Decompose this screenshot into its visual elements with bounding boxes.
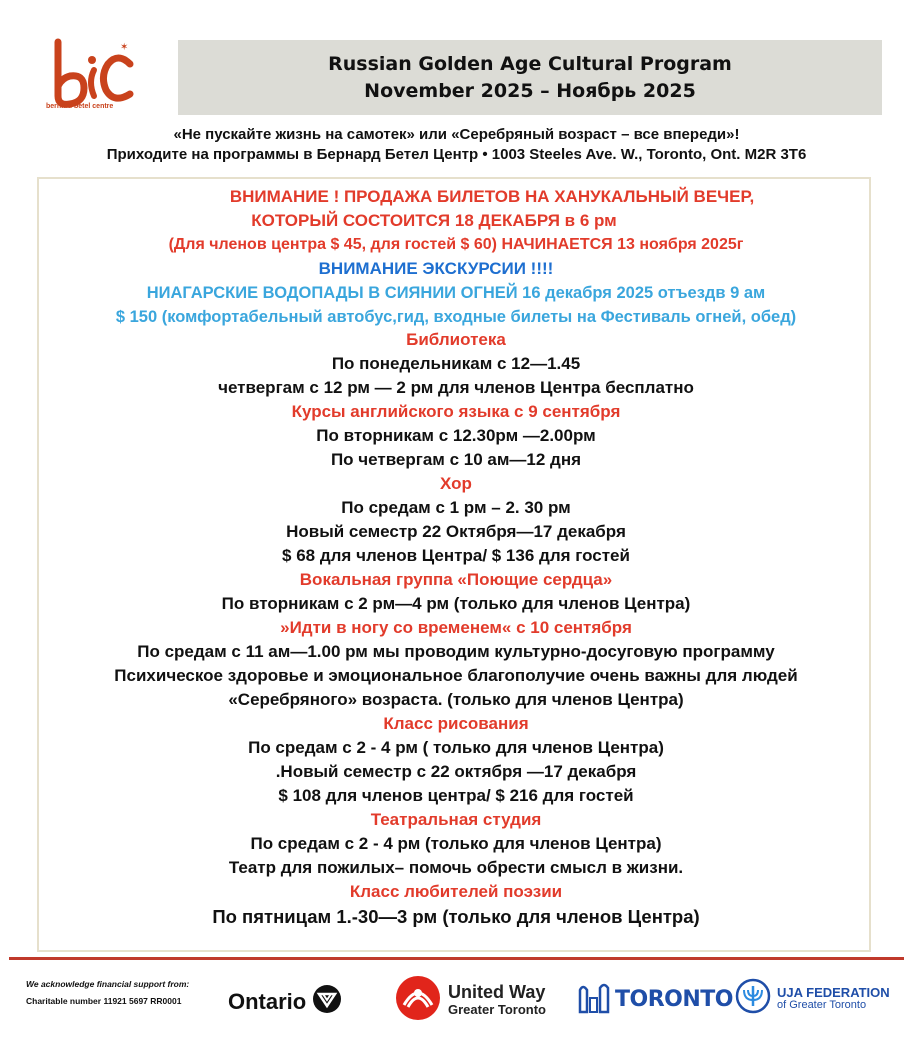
- logo-caption: bernard betel centre: [46, 103, 114, 110]
- excursion-line: НИАГАРСКИЕ ВОДОПАДЫ В СИЯНИИ ОГНЕЙ 16 декабря 2025 отъездв 9 ам: [146, 284, 766, 302]
- schedule-line: По вторникам с 12.30рм —2.00рм: [316, 426, 596, 445]
- section-title-keep-pace: »Идти в ногу со временем« с 10 сентября: [280, 618, 632, 637]
- charitable-number: Charitable number 11921 5697 RR0001: [26, 996, 182, 1006]
- program-title: Russian Golden Age Cultural Program: [328, 52, 732, 75]
- schedule-line: По понедельникам с 12—1.45: [331, 354, 581, 373]
- uja-name: UJA FEDERATION: [777, 984, 890, 1000]
- program-month: November 2025 – Ноябрь 2025: [364, 79, 696, 102]
- schedule-line: $ 68 для членов Центра/ $ 136 для гостей: [282, 546, 630, 565]
- intro-slogan: «Не пускайте жизнь на самотек» или «Серебряный возраст – все впереди»!: [173, 126, 740, 143]
- ontario-logo: [228, 984, 342, 1019]
- section-title-vocal: Вокальная группа «Поющие сердца»: [299, 570, 613, 589]
- section-title-library: Библиотека: [406, 330, 506, 349]
- excursion-heading: ВНИМАНИЕ ЭКСКУРСИИ !!!!: [318, 259, 554, 278]
- united-way-hand-icon: [394, 975, 442, 1026]
- section-title-choir: Хор: [440, 474, 472, 493]
- program-title-box: [178, 40, 882, 115]
- schedule-line: По средам с 2 - 4 рм ( только для членов Центра): [248, 738, 664, 757]
- section-title-english: Курсы английского языка с 9 сентября: [291, 402, 621, 421]
- intro-address: Приходите на программы в Бернард Бетел Центр • 1003 Steeles Ave. W., Toronto, Ont. M2R 3T6: [106, 146, 807, 163]
- city-hall-icon: [577, 980, 611, 1019]
- united-way-logo: [394, 975, 546, 1026]
- schedule-line: .Новый семестр с 22 октября —17 декабря: [275, 762, 637, 781]
- schedule-line: $ 108 для членов центра/ $ 216 для гостей: [278, 786, 634, 805]
- schedule-line: Новый семестр 22 Октября—17 декабря: [286, 522, 626, 541]
- section-title-poetry: Класс любителей поэзии: [349, 882, 563, 901]
- schedule-line: По пятницам 1.-30—3 рм (только для членов Центра): [212, 906, 700, 927]
- section-title-drawing: Класс рисования: [383, 714, 529, 733]
- united-way-region: Greater Toronto: [448, 1001, 546, 1017]
- trillium-icon: [312, 984, 342, 1019]
- announcement-line: КОТОРЫЙ СОСТОИТСЯ 18 ДЕКАБРЯ в 6 рм: [251, 211, 617, 230]
- united-way-name: United Way: [448, 981, 546, 1002]
- schedule-line: четвергам с 12 рм — 2 рм для членов Центра бесплатно: [218, 378, 694, 397]
- schedule-line: Психическое здоровье и эмоциональное благополучие очень важны для людей: [114, 666, 798, 685]
- schedule-line: По вторникам с 2 рм—4 рм (только для членов Центра): [221, 594, 691, 613]
- menorah-icon: [735, 978, 771, 1019]
- program-schedule: [37, 177, 871, 952]
- schedule-line: По четвергам с 10 ам—12 дня: [330, 450, 582, 469]
- uja-region: of Greater Toronto: [777, 998, 867, 1011]
- announcement-line: (Для членов центра $ 45, для гостей $ 60) НАЧИНАЕТСЯ 13 ноября 2025г: [168, 236, 744, 253]
- bernard-betel-logo: [44, 38, 140, 112]
- svg-text:✶: ✶: [120, 42, 129, 53]
- toronto-logo: [577, 980, 733, 1019]
- announcement-line: ВНИМАНИЕ ! ПРОДАЖА БИЛЕТОВ НА ХАНУКАЛЬНЫЙ ВЕЧЕР,: [229, 187, 755, 206]
- schedule-line: По средам с 1 рм – 2. 30 рм: [341, 498, 571, 517]
- schedule-line: «Серебряного» возраста. (только для членов Центра): [228, 690, 684, 709]
- schedule-line: По средам с 2 - 4 рм (только для членов Центра): [250, 834, 662, 853]
- excursion-line: $ 150 (комфортабельный автобус,гид, входные билеты на Фестиваль огней, обед): [115, 308, 797, 326]
- schedule-line: Театр для пожилых– помочь обрести смысл в жизни.: [228, 858, 684, 877]
- section-title-theatre: Театральная студия: [370, 810, 542, 829]
- uja-federation-logo: [735, 978, 890, 1019]
- toronto-wordmark: TORONTO: [615, 987, 733, 1012]
- acknowledgement-text: We acknowledge financial support from:: [26, 979, 190, 989]
- ontario-wordmark: Ontario: [228, 988, 307, 1014]
- footer-divider: [9, 957, 904, 960]
- schedule-line: По средам с 11 ам—1.00 рм мы проводим культурно-досуговую программу: [137, 642, 775, 661]
